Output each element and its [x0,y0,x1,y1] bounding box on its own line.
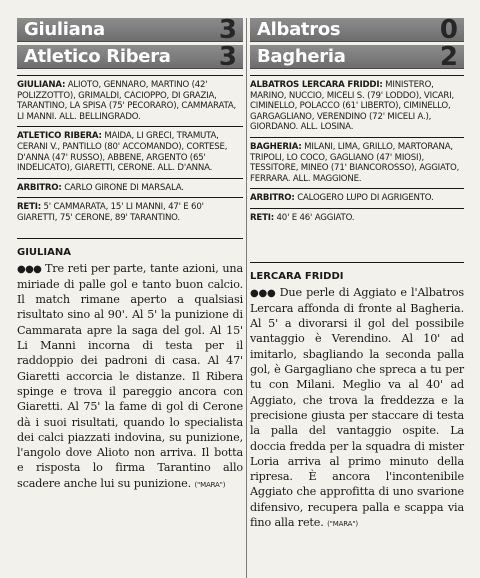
lineup-label: BAGHERIA: [250,141,302,152]
article-signature: ("MARA") [194,480,226,489]
lineup-away [250,137,464,188]
team-name: Atletico Ribera [24,46,171,67]
goals-label: RETI: [17,202,41,213]
referee [250,188,464,208]
lineup-text: ALIOTO, GENNARO, MARTINO (42' POLIZZOTTO), GRIMALDI, CACIOPPO, DI GRAZIA, TARANTINO, LA SPISA (75' PECORARO), CAMMARATA, LI MANNI. ALL. BELLINGRADO. [17,80,237,122]
goals-list [250,208,464,228]
lineup-home [17,75,243,126]
article-body [17,261,243,493]
referee [17,178,243,198]
lineup-label: ALBATROS LERCARA FRIDDI: [250,80,383,90]
article-text: Due perle di Aggiato e l'Albatros Lercara affonda di fronte al Bagheria. Al 5' a divorarsi il gol del possibile vantaggio è Verendino. Al 10' ad imitarlo, sbagliando la seconda palla gol, è Gargagliano che spreca a tu per tu con Milani. Meglio va al 40' ad Aggiato, che trova la freddezza e la precisione giusta per staccare di testa la palla del vantaggio ospite. La doccia fredda per la squadra di mister Loria arriva al primo minuto della ripresa. È ancora l'incontenibile Aggiato che approfitta di uno svarione difensivo, recupera palla e scappa via fino alla rete. [250,285,464,529]
article-body [250,285,464,533]
team-goals: 2 [439,41,458,72]
goals-text: 40' E 46' AGGIATO. [276,212,355,223]
lineup-home [250,75,464,137]
scoreline-away [250,41,464,72]
referee-label: ARBITRO: [17,182,62,193]
lineup-text: MAIDA, LI GRECI, TRAMUTA, CERANI V., PANTILLO (80' ACCOMANDO), CORTESE, D'ANNA (47' RUSSO), ABBENE, ARGENTO (65' INDELICATO), GIARETTI, CERONE. ALL. D'ANNA. [17,131,228,174]
column-divider [246,18,247,578]
goals-text: 5' CAMMARATA, 15' LI MANNI, 47' E 60' GIARETTI, 75' CERONE, 89' TARANTINO. [17,202,204,223]
referee-text: CALOGERO LUPO DI AGRIGENTO. [297,193,434,204]
team-goals: 0 [439,14,458,45]
lineup-text: MINISTERO, MARINO, NUCCIO, MICELI S. (79' LODDO), VICARI, CIMINELLO, POLACCO (61' LIBERTO), CIMINELLO, GARGAGLIANO, VERENDINO (72' MICELI A.), GIORDANO. ALL. LOSINA. [250,80,455,133]
goals-label: RETI: [250,212,274,223]
lineup-text: MILANI, LIMA, GRILLO, MARTORANA, TRIPOLI, LO COCO, GAGLIANO (47' MIOSI), TESSITORE, MINEO (71' BIANCOROSSO), AGGIATO, FERRARA. ALL. MAGGIONE. [250,141,460,184]
team-name: Giuliana [24,19,105,40]
match-report-lercara [250,14,464,532]
referee-label: ARBITRO: [250,193,295,204]
team-name: Albatros [257,19,341,40]
article-title: LERCARA FRIDDI [250,262,464,282]
scoreline-away [17,41,243,72]
lineup-away [17,126,243,177]
team-name: Bagheria [257,46,346,67]
team-goals: 3 [218,14,237,45]
lineup-label: GIULIANA: [17,80,66,90]
goals-list [17,197,243,227]
article-signature: ("MARA") [327,519,358,528]
scoreline-home [17,14,243,45]
scoreline-home [250,14,464,45]
referee-text: CARLO GIRONE DI MARSALA. [64,182,184,193]
article-title: GIULIANA [17,238,243,258]
lineup-label: ATLETICO RIBERA: [17,131,102,142]
match-report-giuliana [17,14,244,493]
article-text: Tre reti per parte, tante azioni, una miriade di palle gol e tanto buon calcio. Il match rimane aperto a qualsiasi risultato sino al 90'. Al 5' la punizione di Cammarata apre la saga del gol. Al 15' Li Manni incorna di testa per il raddoppio dei padroni di casa. Al 47' Giaretti accorcia le distanze. Il Ribera spinge e trova il pareggio ancora con Giaretti. Al 75' la fame di gol di Cerone dà i suoi risultati, quando lo specialista dei calci piazzati indovina, su punizione, l'angolo dove Alioto non arriva. Il botta e risposta lo firma Tarantino allo scadere anche lui su punizione. [17,261,244,490]
bullet-dots-icon: ●●● [250,287,276,299]
team-goals: 3 [218,41,237,72]
bullet-dots-icon: ●●● [17,263,42,275]
